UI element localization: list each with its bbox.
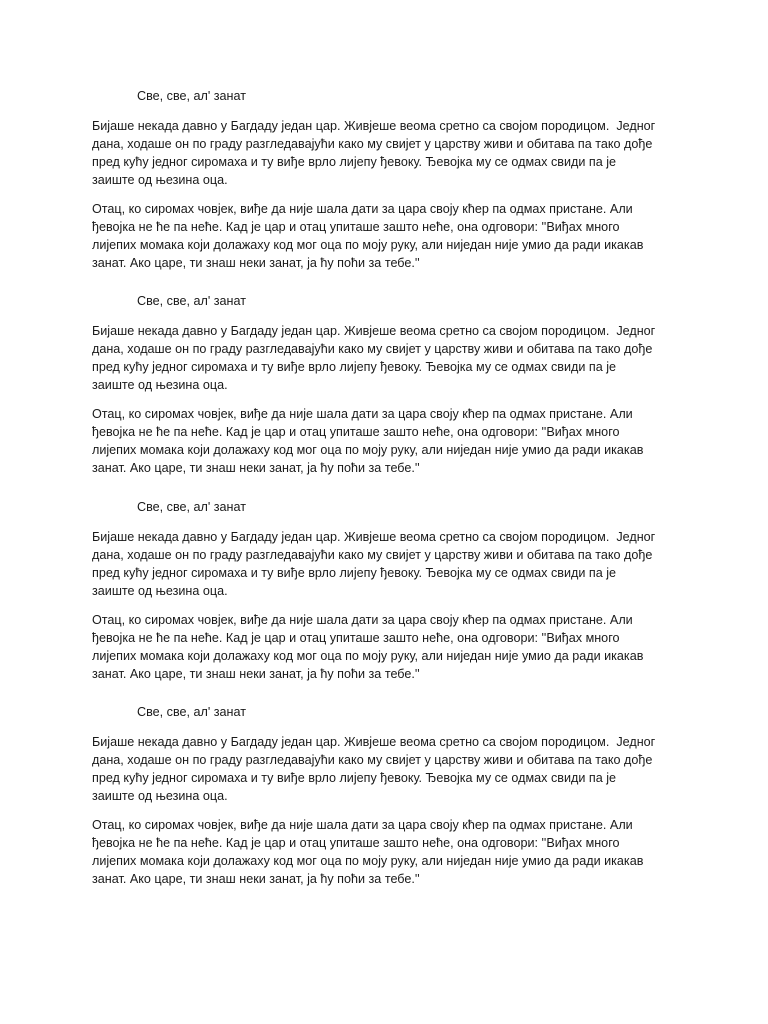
paragraph-line: Отац, ко сиромах човјек, виђе да није шала дати за цара своју кћер па одмах пристане. Али: [92, 613, 633, 627]
paragraph-line: ђевојка не ће па неће. Кад је цар и отац упиташе зашто неће, она одговори: ''Виђах много: [92, 425, 620, 439]
paragraph-line: дана, ходаше он по граду разгледавајући како му свијет у царству живи и обитава па тако дође: [92, 753, 653, 767]
paragraph-line: заиште од њезина оца.: [92, 584, 228, 598]
paragraph-1: [92, 733, 655, 805]
paragraph-2: [92, 611, 643, 683]
section-heading: Све, све, ал' занат: [137, 89, 246, 103]
paragraph-line: Бијаше некада давно у Багдаду један цар. Живјеше веома сретно са својом породицом. Једног: [92, 119, 656, 133]
paragraph-line: ђевојка не ће па неће. Кад је цар и отац упиташе зашто неће, она одговори: ''Виђах много: [92, 836, 620, 850]
paragraph-2: [92, 200, 643, 272]
paragraph-1: [92, 322, 655, 394]
paragraph-line: пред кућу једног сиромаха и ту виђе врло лијепу ђевоку. Ђевојка му се одмах свиди па је: [92, 360, 616, 374]
paragraph-line: пред кућу једног сиромаха и ту виђе врло лијепу ђевоку. Ђевојка му се одмах свиди па је: [92, 771, 616, 785]
paragraph-line: лијепих момака који долажаху код мог оца по моју руку, али ниједан није умио да ради икакав: [92, 238, 644, 252]
paragraph-line: заиште од њезина оца.: [92, 789, 228, 803]
paragraph-line: пред кућу једног сиромаха и ту виђе врло лијепу ђевоку. Ђевојка му се одмах свиди па је: [92, 155, 616, 169]
paragraph-line: заиште од њезина оца.: [92, 378, 228, 392]
paragraph-line: занат. Ако царе, ти знаш неки занат, ја ћу поћи за тебе.'': [92, 872, 420, 886]
paragraph-line: дана, ходаше он по граду разгледавајући како му свијет у царству живи и обитава па тако дође: [92, 137, 653, 151]
section-heading: Све, све, ал' занат: [137, 705, 246, 719]
paragraph-2: [92, 816, 643, 888]
paragraph-line: дана, ходаше он по граду разгледавајући како му свијет у царству живи и обитава па тако дође: [92, 548, 653, 562]
paragraph-line: Отац, ко сиромах човјек, виђе да није шала дати за цара своју кћер па одмах пристане. Али: [92, 407, 633, 421]
section-heading: Све, све, ал' занат: [137, 500, 246, 514]
paragraph-line: Бијаше некада давно у Багдаду један цар. Живјеше веома сретно са својом породицом. Једног: [92, 324, 656, 338]
paragraph-line: Бијаше некада давно у Багдаду један цар. Живјеше веома сретно са својом породицом. Једног: [92, 530, 656, 544]
paragraph-line: ђевојка не ће па неће. Кад је цар и отац упиташе зашто неће, она одговори: ''Виђах много: [92, 631, 620, 645]
paragraph-line: лијепих момака који долажаху код мог оца по моју руку, али ниједан није умио да ради икакав: [92, 854, 644, 868]
paragraph-line: Отац, ко сиромах човјек, виђе да није шала дати за цара своју кћер па одмах пристане. Али: [92, 202, 633, 216]
paragraph-line: дана, ходаше он по граду разгледавајући како му свијет у царству живи и обитава па тако дође: [92, 342, 653, 356]
paragraph-line: Отац, ко сиромах човјек, виђе да није шала дати за цара своју кћер па одмах пристане. Али: [92, 818, 633, 832]
paragraph-1: [92, 117, 655, 189]
paragraph-line: занат. Ако царе, ти знаш неки занат, ја ћу поћи за тебе.'': [92, 667, 420, 681]
paragraph-line: заиште од њезина оца.: [92, 173, 228, 187]
section-heading: Све, све, ал' занат: [137, 294, 246, 308]
paragraph-line: занат. Ако царе, ти знаш неки занат, ја ћу поћи за тебе.'': [92, 461, 420, 475]
paragraph-line: Бијаше некада давно у Багдаду један цар. Живјеше веома сретно са својом породицом. Једног: [92, 735, 656, 749]
paragraph-1: [92, 528, 655, 600]
paragraph-line: пред кућу једног сиромаха и ту виђе врло лијепу ђевоку. Ђевојка му се одмах свиди па је: [92, 566, 616, 580]
paragraph-line: лијепих момака који долажаху код мог оца по моју руку, али ниједан није умио да ради икакав: [92, 443, 644, 457]
paragraph-line: занат. Ако царе, ти знаш неки занат, ја ћу поћи за тебе.'': [92, 256, 420, 270]
paragraph-2: [92, 405, 643, 477]
paragraph-line: ђевојка не ће па неће. Кад је цар и отац упиташе зашто неће, она одговори: ''Виђах много: [92, 220, 620, 234]
paragraph-line: лијепих момака који долажаху код мог оца по моју руку, али ниједан није умио да ради икакав: [92, 649, 644, 663]
